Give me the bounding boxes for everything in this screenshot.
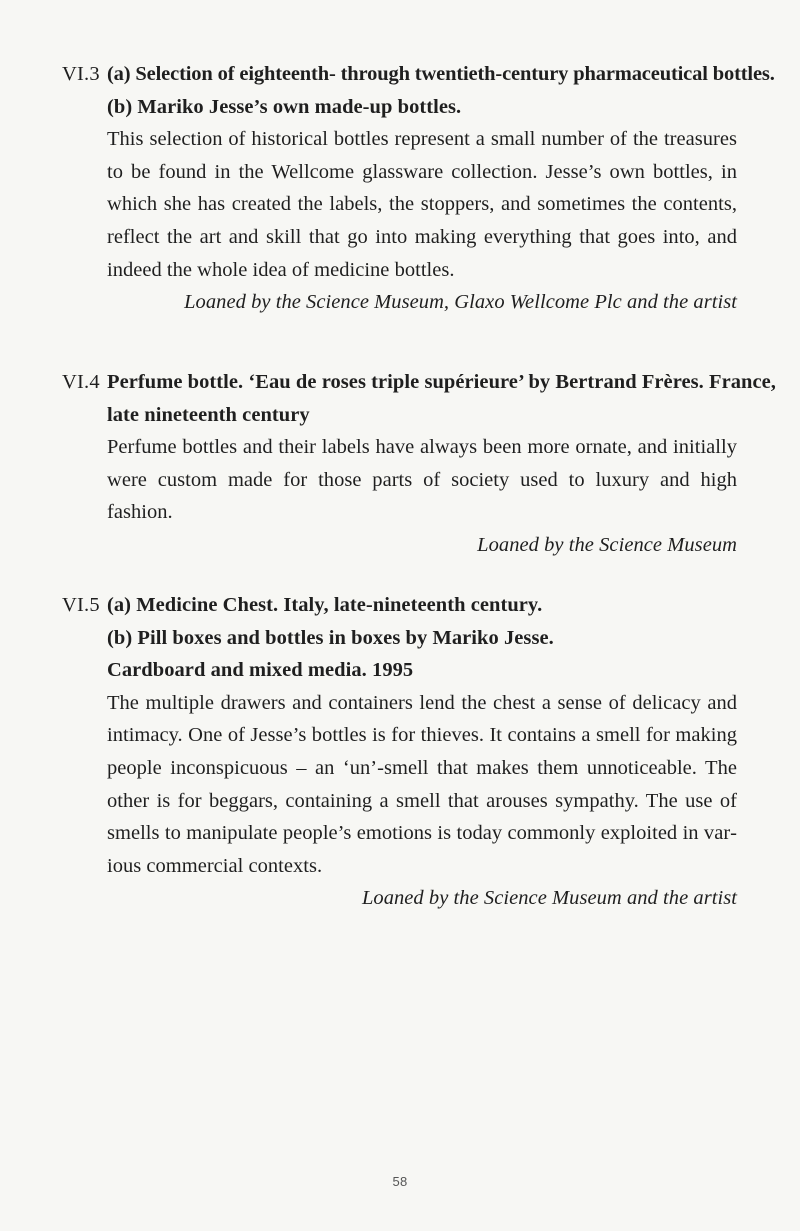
entry-credit: Loaned by the Science Museum and the artist (361, 887, 737, 910)
entry-content (107, 589, 737, 915)
entry-number: VI.3 (62, 63, 100, 85)
entry-description: The multiple drawers and containers lend the chest a sense of delicacy and intimacy. One of Jesse’s bottles is for thieves. It contains a smell for making people inconspicuous – an ‘un’-smell that makes them unnoticeable. The other is for beggars, containing a smell that arouses sympathy. The use of smells to manipulate people’s emotions is today commonly exploited in various commercial contexts. (107, 691, 737, 877)
entry-heading-line: (b) Pill boxes and bottles in boxes by Mariko Jesse. (107, 626, 554, 649)
entry-credit: Loaned by the Science Museum, Glaxo Wellcome Plc and the artist (184, 291, 737, 314)
entry-number: VI.4 (62, 371, 100, 393)
entry-heading-line: (b) Mariko Jesse’s own made-up bottles. (107, 95, 462, 118)
entry-content (107, 366, 776, 562)
page-number: 58 (392, 1174, 408, 1189)
entry-heading-line: (a) Medicine Chest. Italy, late-nineteenth century. (107, 594, 543, 616)
entry-heading-line: Perfume bottle. ‘Eau de roses triple supérieure’ by Bertrand Frères. France, (107, 371, 776, 393)
entry-content (107, 58, 775, 319)
entry-heading-line: Cardboard and mixed media. 1995 (107, 659, 414, 682)
entry-number: VI.5 (62, 594, 100, 616)
entry-heading-line: late nineteenth century (107, 403, 310, 426)
entry-heading-line: (a) Selection of eighteenth- through twentieth-century pharmaceutical bottles. (107, 63, 775, 85)
entry-description: Perfume bottles and their labels have always been more ornate, and initially were custom made for those parts of society used to luxury and high fashion. (107, 436, 737, 524)
entry-credit: Loaned by the Science Museum (477, 533, 737, 556)
entry-description: This selection of historical bottles represent a small number of the treasures to be found in the Wellcome glassware collection. Jesse’s own bottles, in which she has created the labels, the stoppers, and sometimes the contents, reflect the art and skill that go into making everything that goes into, and indeed the whole idea of medicine bottles. (107, 128, 737, 281)
